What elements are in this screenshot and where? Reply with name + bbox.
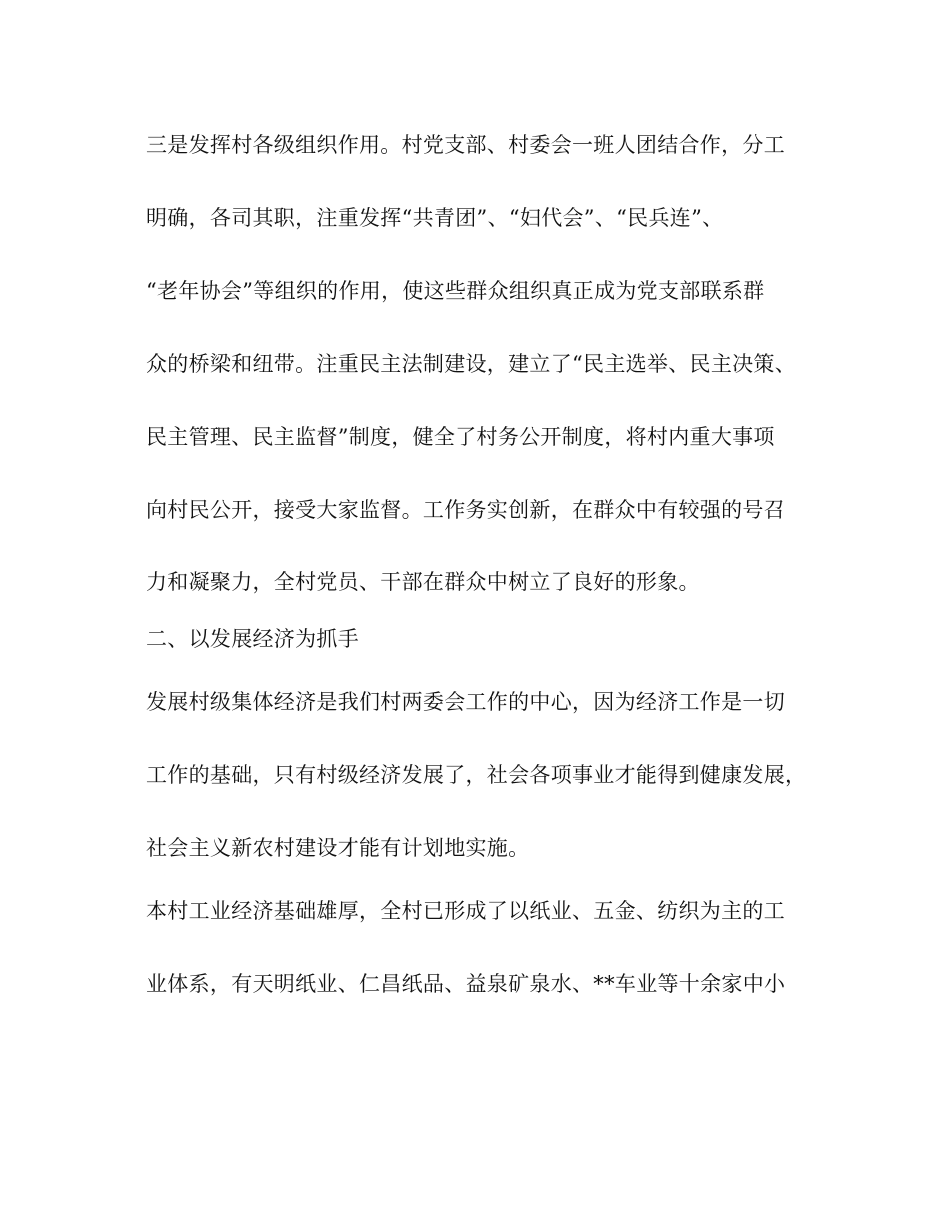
text-line-12: 本村工业经济基础雄厚，全村已形成了以纸业、五金、纺织为主的工	[146, 899, 785, 923]
section-heading: 二、以发展经济为抓手	[146, 627, 359, 651]
text-line-5: 民主管理、民主监督”制度，健全了村务公开制度，将村内重大事项	[146, 425, 775, 449]
text-line-6: 向村民公开，接受大家监督。工作务实创新，在群众中有较强的号召	[146, 498, 785, 522]
text-line-11: 社会主义新农村建设才能有计划地实施。	[146, 836, 530, 860]
text-line-1: 三是发挥村各级组织作用。村党支部、村委会一班人团结合作，分工	[146, 133, 785, 157]
text-line-4: 众的桥梁和纽带。注重民主法制建设，建立了“民主选举、民主决策、	[146, 352, 797, 376]
text-line-9: 发展村级集体经济是我们村两委会工作的中心，因为经济工作是一切	[146, 690, 785, 714]
text-line-3: “老年协会”等组织的作用，使这些群众组织真正成为党支部联系群	[146, 279, 765, 303]
text-line-2: 明确，各司其职，注重发挥“共青团”、“妇代会”、“民兵连”、	[146, 206, 724, 230]
text-line-13: 业体系，有天明纸业、仁昌纸品、益泉矿泉水、**车业等十余家中小	[146, 972, 786, 996]
text-line-10: 工作的基础，只有村级经济发展了，社会各项事业才能得到健康发展，	[146, 763, 807, 787]
text-line-7: 力和凝聚力，全村党员、干部在群众中树立了良好的形象。	[146, 570, 700, 594]
